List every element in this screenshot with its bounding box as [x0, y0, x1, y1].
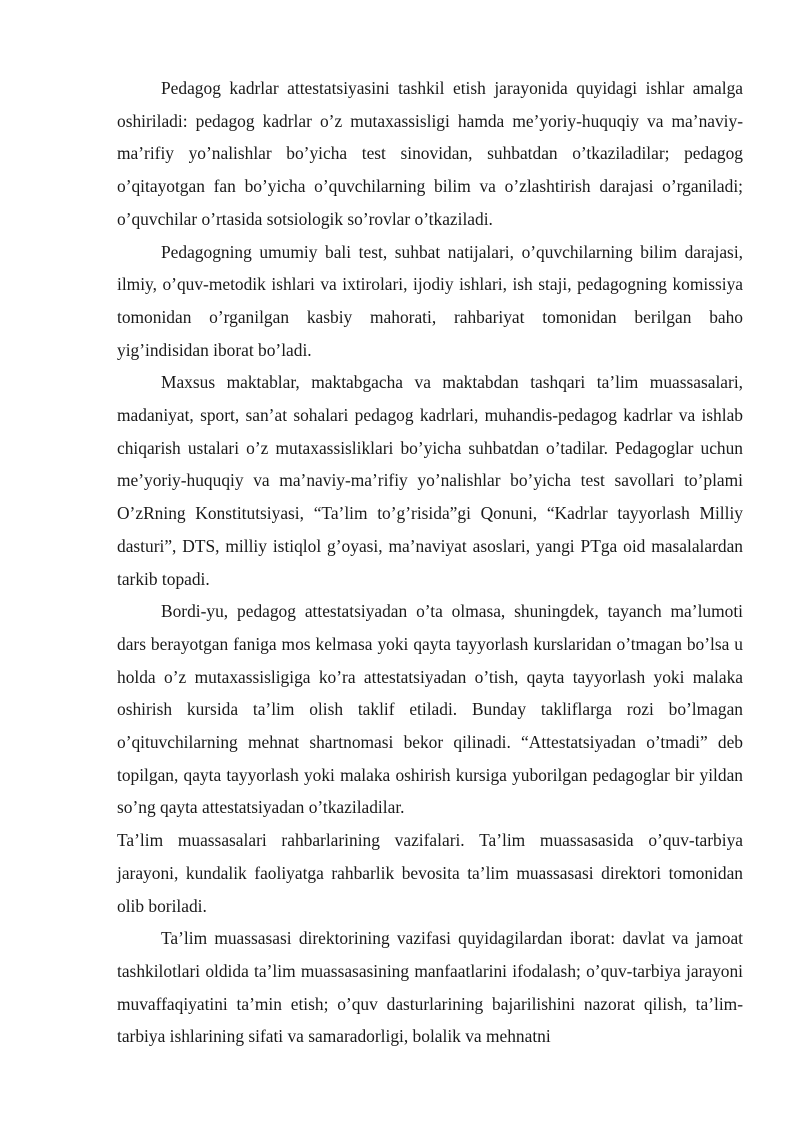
paragraph-attestation-process: Pedagog kadrlar attestatsiyasini tashkil etish jarayonida quyidagi ishlar amalga oshiriladi: pedagog kadrlar o’z mutaxassisligi hamda me’yoriy-huquqiy va ma’naviy-ma’rifiy yo’nalishlar bo’yicha test sinovidan, suhbatdan o’tkaziladilar; pedagog o’qitayotgan fan bo’yicha o’quvchilarning bilim va o’zlashtirish darajasi o’rganiladi; o’quvchilar o’rtasida sotsiologik so’rovlar o’tkaziladi. — [117, 78, 743, 229]
paragraph-failed-attestation: Bordi-yu, pedagog attestatsiyadan o’ta olmasa, shuningdek, tayanch ma’lumoti dars berayotgan faniga mos kelmasa yoki qayta tayyorlash kurslaridan o’tmagan bo’lsa u holda o’z mutaxassisligiga ko’ra attestatsiyadan o’tish, qayta tayyorlash yoki malaka oshirish kursida ta’lim olish taklif etiladi. Bunday takliflarga rozi bo’lmagan o’qituvchilarning mehnat shartnomasi bekor qilinadi. “Attestatsiyadan o’tmadi” deb topilgan, qayta tayyorlash yoki malaka oshirish kursiga yuborilgan pedagoglar bir yildan so’ng qayta attestatsiyadan o’tkaziladilar. — [117, 601, 743, 818]
paragraph-overall-score: Pedagogning umumiy bali test, suhbat natijalari, o’quvchilarning bilim darajasi, ilmiy, o’quv-metodik ishlari va ixtirolari, ijodiy ishlari, ish staji, pedagogning komissiya tomonidan o’rganilgan kasbiy mahorati, rahbariyat tomonidan berilgan baho yig’indisidan iborat bo’ladi. — [117, 241, 743, 360]
paragraph-leaders-duties: Ta’lim muassasalari rahbarlarining vazifalari. Ta’lim muassasasida o’quv-tarbiya jarayoni, kundalik faoliyatga rahbarlik bevosita ta’lim muassasasi direktori tomonidan olib boriladi. — [117, 830, 743, 916]
document-body — [117, 72, 743, 1053]
paragraph-special-schools: Maxsus maktablar, maktabgacha va maktabdan tashqari ta’lim muassasalari, madaniyat, sport, san’at sohalari pedagog kadrlari, muhandis-pedagog kadrlar va ishlab chiqarish ustalari o’z mutaxassisliklari bo’yicha suhbatdan o’tadilar. Pedagoglar uchun me’yoriy-huquqiy va ma’naviy-ma’rifiy yo’nalishlar bo’yicha test savollari to’plami O’zRning Konstitutsiyasi, “Ta’lim to’g’risida”gi Qonuni, “Kadrlar tayyorlash Milliy dasturi”, DTS, milliy istiqlol g’oyasi, ma’naviyat asoslari, yangi PTga oid masalalardan tarkib topadi. — [117, 372, 743, 589]
paragraph-director-duties: Ta’lim muassasasi direktorining vazifasi quyidagilardan iborat: davlat va jamoat tashkilotlari oldida ta’lim muassasasining manfaatlarini ifodalash; o’quv-tarbiya jarayoni muvaffaqiyatini ta’min etish; o’quv dasturlarining bajarilishini nazorat qilish, ta’lim-tarbiya ishlarining sifati va samaradorligi, bolalik va mehnatni — [117, 928, 743, 1047]
